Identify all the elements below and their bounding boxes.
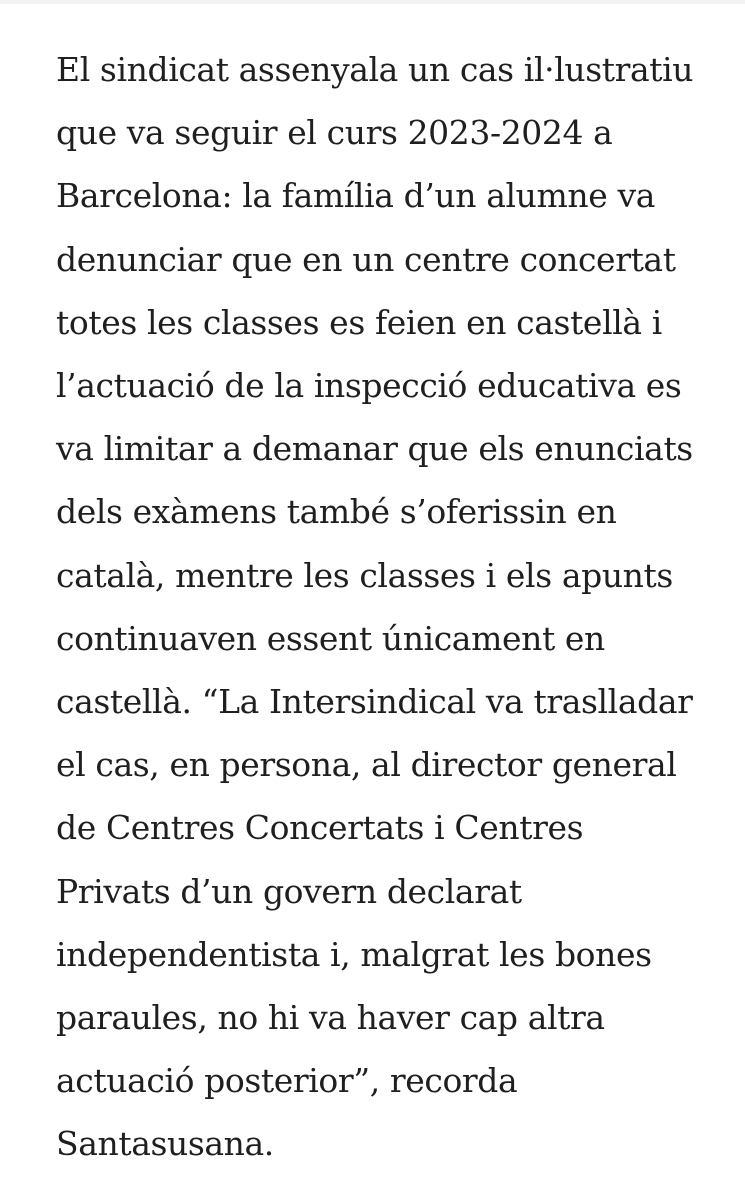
paragraph-line: que va seguir el curs 2023-2024 a	[56, 113, 613, 153]
paragraph-line: dels exàmens també s’oferissin en	[56, 492, 617, 532]
paragraph-line: va limitar a demanar que els enunciats	[56, 429, 693, 469]
paragraph-line: independentista i, malgrat les bones	[56, 934, 652, 974]
paragraph-line: actuació posterior”, recorda	[56, 1061, 518, 1101]
paragraph-line: el cas, en persona, al director general	[56, 745, 677, 785]
paragraph-line: paraules, no hi va haver cap altra	[56, 998, 605, 1038]
paragraph-line: denunciar que en un centre concertat	[56, 239, 676, 279]
paragraph-line: continuaven essent únicament en	[56, 618, 605, 658]
paragraph-line: Barcelona: la família d’un alumne va	[56, 176, 655, 216]
paragraph-line: castellà. “La Intersindical va traslladar	[56, 682, 693, 722]
paragraph-line: l’actuació de la inspecció educativa es	[56, 366, 682, 406]
paragraph-line: Privats d’un govern declarat	[56, 871, 522, 911]
article-paragraph	[56, 38, 736, 1176]
paragraph-line: Santasusana.	[56, 1124, 274, 1164]
paragraph-line: El sindicat assenyala un cas il·lustratiu	[56, 50, 694, 89]
top-edge-divider	[0, 0, 745, 4]
paragraph-line: català, mentre les classes i els apunts	[56, 555, 673, 595]
paragraph-line: totes les classes es feien en castellà i	[56, 302, 662, 342]
paragraph-line: de Centres Concertats i Centres	[56, 808, 584, 848]
